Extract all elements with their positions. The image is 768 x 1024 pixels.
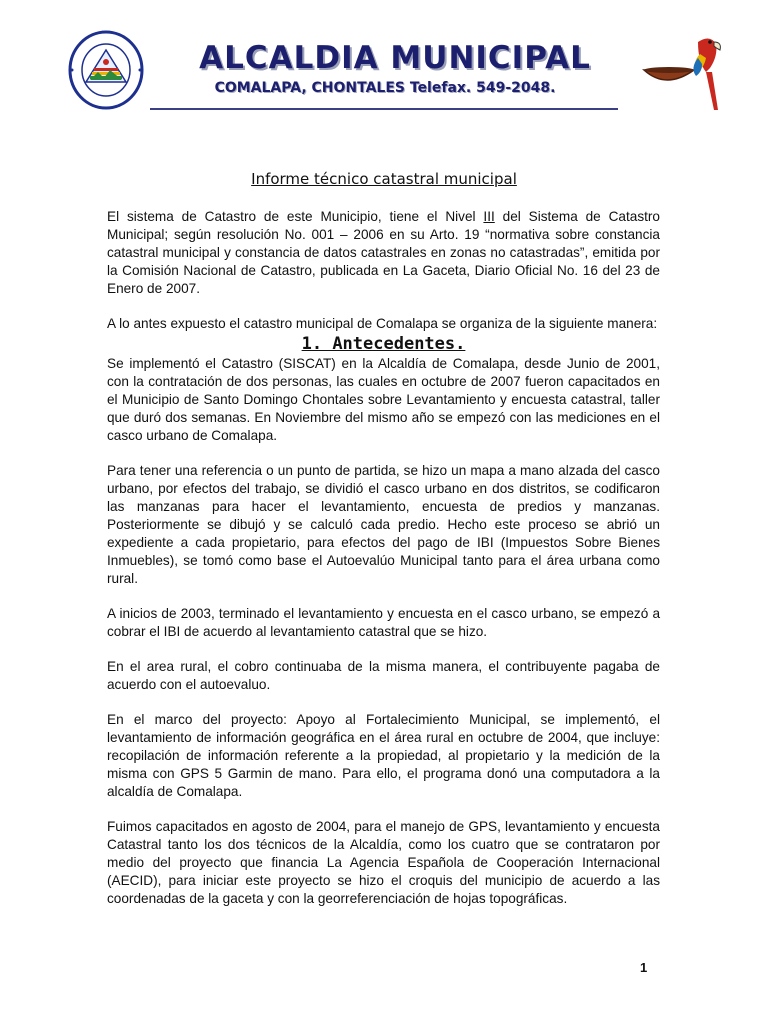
- municipality-contact: COMALAPA, CHONTALES Telefax. 549-2048.: [214, 80, 556, 96]
- body-paragraph: Fuimos capacitados en agosto de 2004, para el manejo de GPS, levantamiento y encuesta Catastral tanto los dos técnicos de la Alcaldía, como los cuatro que se contrataron por medio del proyecto que financia La Agencia Española de Cooperación Internacional (AECID), para iniciar este proyecto se hizo el croquis del municipio de acuerdo a las coordenadas de la gaceta y con la georreferenciación de hojas topográficas.: [107, 819, 660, 906]
- intro-paragraph: El sistema de Catastro de este Municipio, tiene el Nivel III del Sistema de Catastro Municipal; según resolución No. 001 – 2006 en su Arto. 19 “normativa sobre constancia catastral municipal y constancia de datos catastrales en zonas no catastradas”, emitida por la Comisión Nacional de Catastro, publicada en La Gaceta, Diario Oficial No. 16 del 23 de Enero de 2007.: [107, 209, 660, 296]
- body-paragraph: Para tener una referencia o un punto de partida, se hizo un mapa a mano alzada del casco urbano, por efectos del trabajo, se dividió el casco urbano en dos distritos, se codificaron las manzanas para hacer el levantamiento, encuesta de predios y manzanas. Posteriormente se dibujó y se calculó cada predio. Hecho este proceso se abrió un expediente a cada propietario, para efectos del pago de IBI (Impuestos Sobre Bienes Inmuebles), se tomó como base el Autoevalúo Municipal tanto para el área urbana como rural.: [107, 463, 660, 586]
- body-paragraph: En el marco del proyecto: Apoyo al Fortalecimiento Municipal, se implementó, el levantamiento de información geográfica en el área rural en octubre de 2004, que incluye: recopilación de información referente a la propiedad, al propietario y la medición de la misma con GPS 5 Garmin de mano. Para ello, el programa donó una computadora a la alcaldía de Comalapa.: [107, 712, 660, 799]
- section-heading-antecedentes: 1. Antecedentes.: [301, 334, 466, 354]
- nicaragua-seal-icon: [68, 30, 144, 110]
- parrot-logo-icon: [640, 28, 728, 112]
- cadastre-level: III: [483, 209, 495, 224]
- report-title: Informe técnico catastral municipal: [251, 170, 517, 188]
- municipality-title: ALCALDIA MUNICIPAL: [199, 40, 591, 76]
- report-body: [107, 208, 660, 925]
- page-number: 1: [640, 960, 648, 975]
- body-paragraph: A inicios de 2003, terminado el levantamiento y encuesta en el casco urbano, se empezó a cobrar el IBI de acuerdo al levantamiento catastral que se hizo.: [107, 606, 660, 639]
- organization-paragraph: A lo antes expuesto el catastro municipal de Comalapa se organiza de la siguiente manera:: [107, 316, 658, 331]
- letterhead: [0, 0, 768, 120]
- body-paragraph: Se implementó el Catastro (SISCAT) en la Alcaldía de Comalapa, desde Junio de 2001, con la contratación de dos personas, las cuales en octubre de 2007 fueron capacitados en el Municipio de Santo Domingo Chontales sobre Levantamiento y encuesta catastral, taller que duró dos semanas. En Noviembre del mismo año se empezó con las mediciones en el casco urbano de Comalapa.: [107, 356, 660, 443]
- header-divider: [150, 108, 618, 110]
- body-paragraph: En el area rural, el cobro continuaba de la misma manera, el contribuyente pagaba de acuerdo con el autoevaluo.: [107, 659, 660, 692]
